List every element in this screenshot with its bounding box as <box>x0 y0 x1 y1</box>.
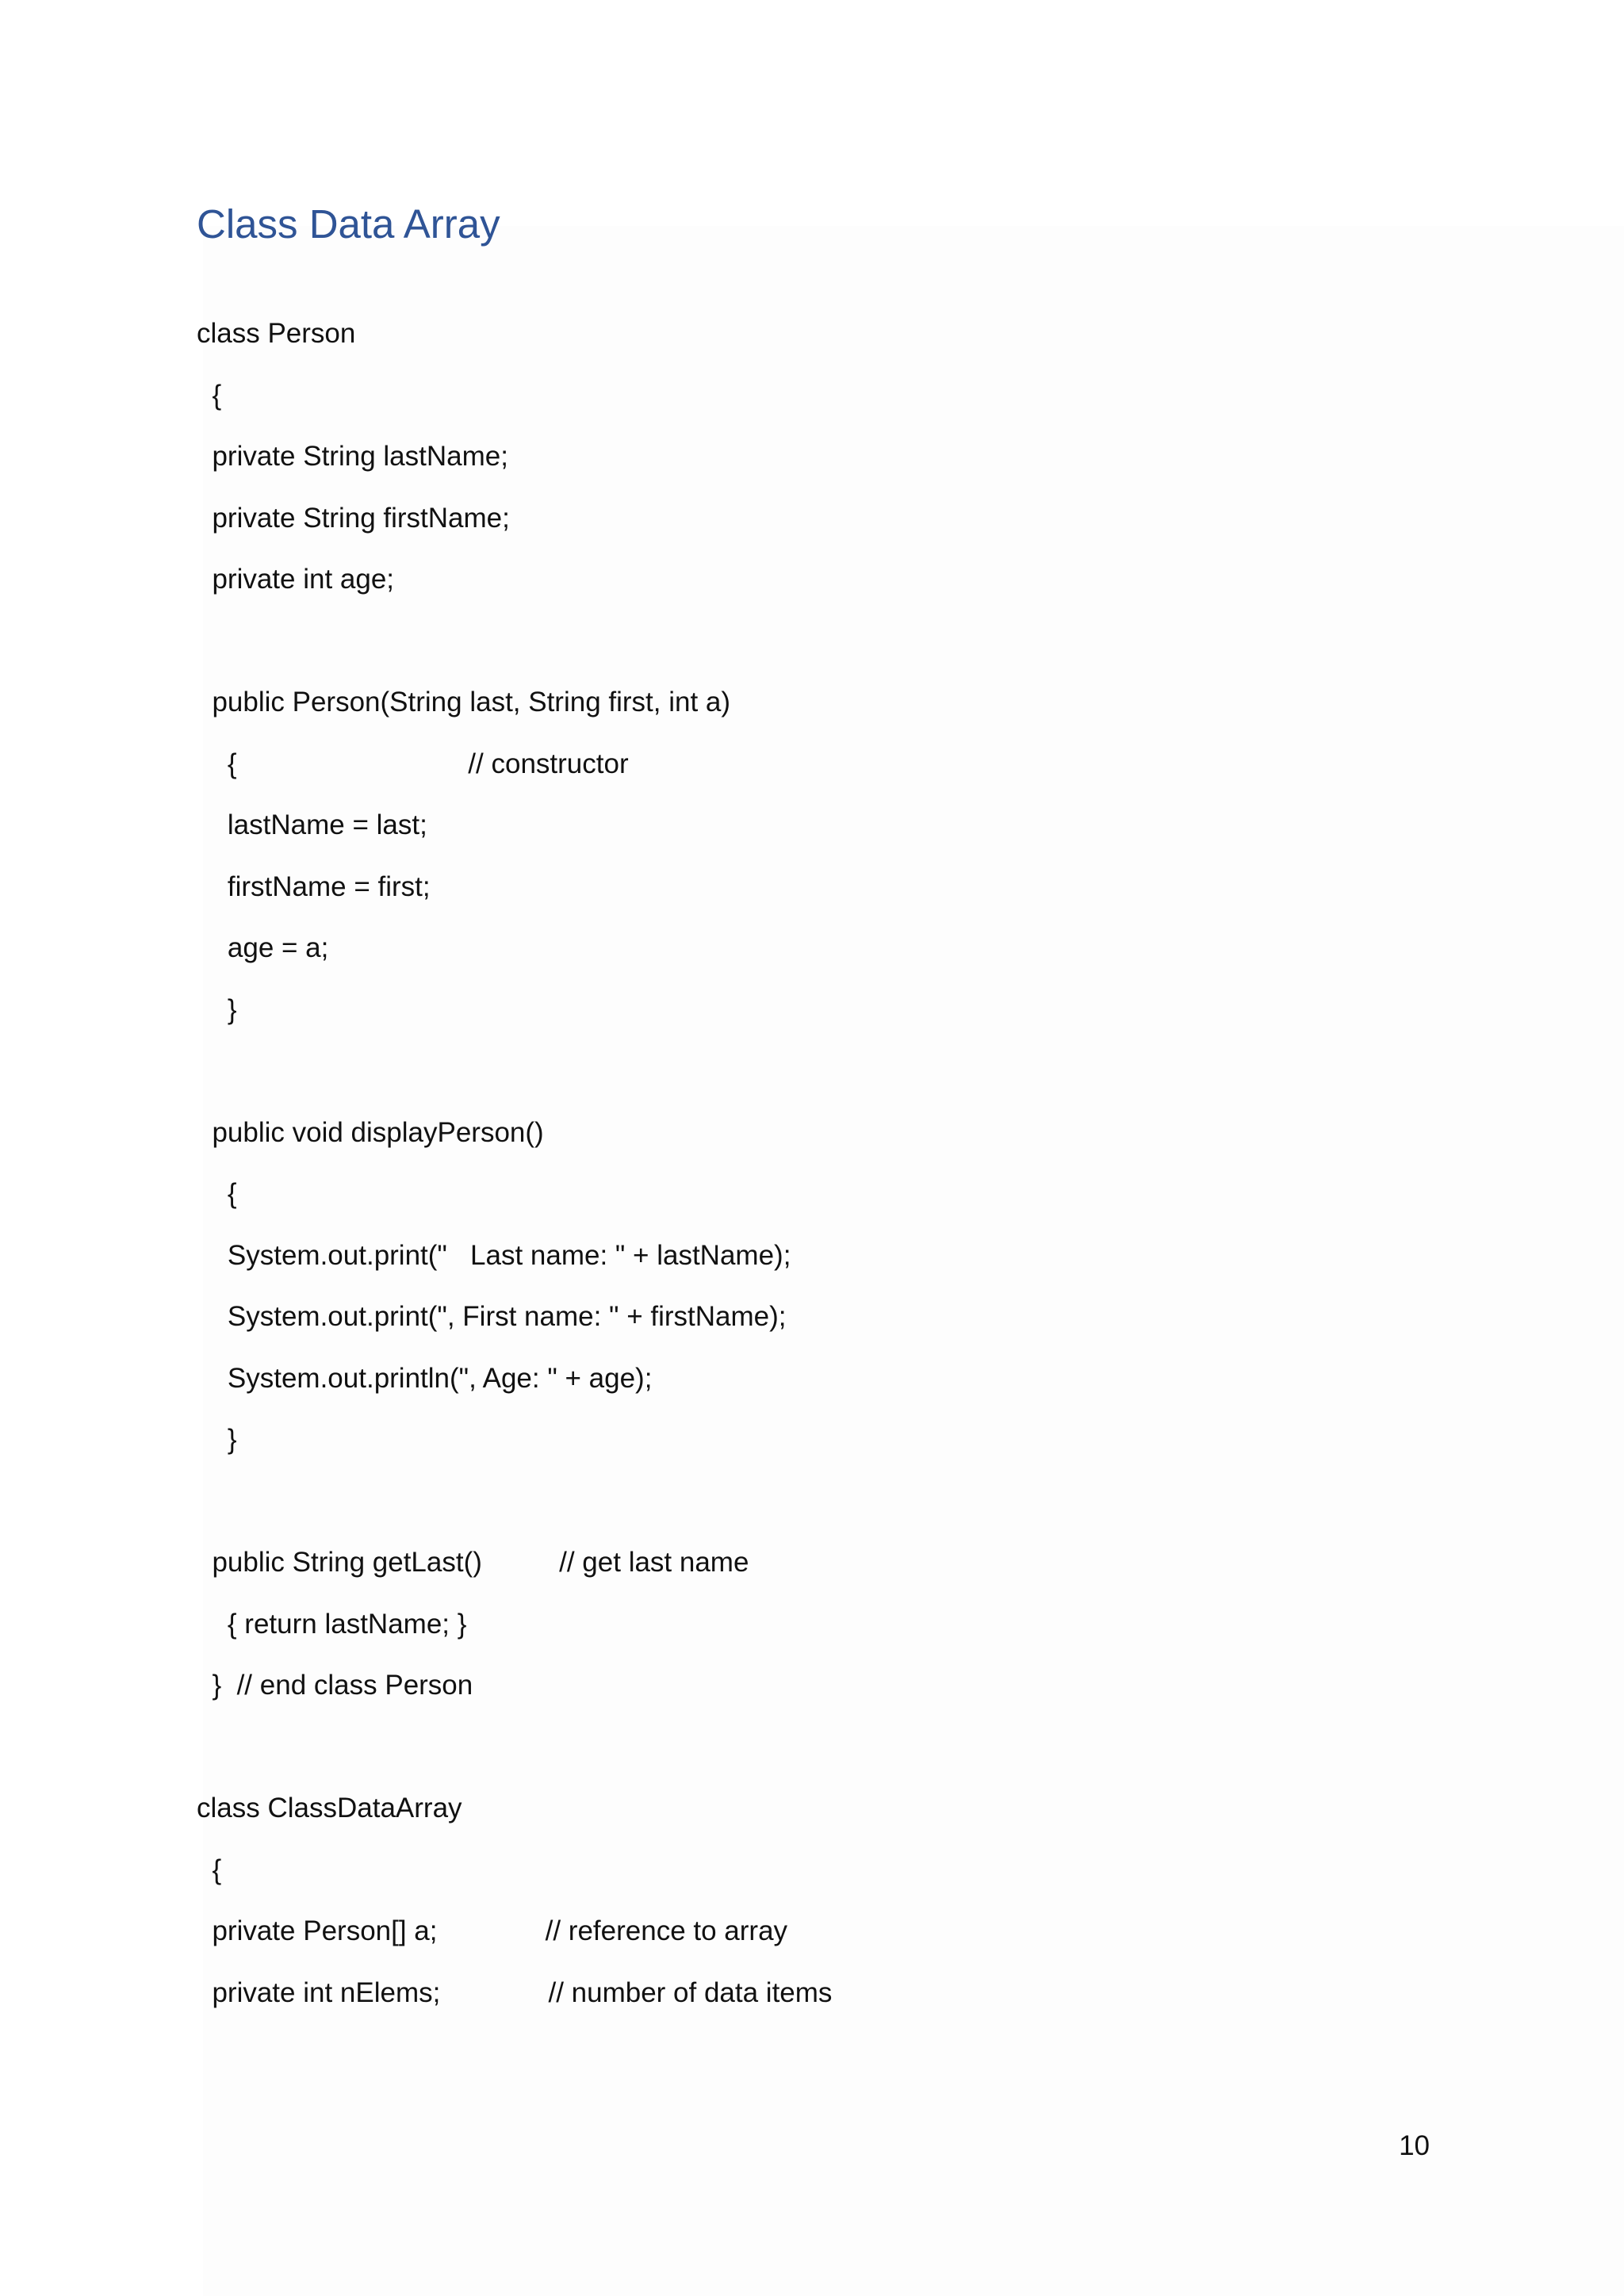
code-line: System.out.print(", First name: " + firstName); <box>197 1301 787 1332</box>
page-number: 10 <box>1399 2130 1430 2161</box>
code-line: } <box>197 1424 237 1455</box>
code-line: private String firstName; <box>197 502 510 534</box>
code-line <box>197 1047 832 1109</box>
code-line: System.out.print(" Last name: " + lastName); <box>197 1239 791 1271</box>
code-line: } <box>197 993 237 1025</box>
code-line: public String getLast() // get last name <box>197 1547 749 1578</box>
code-line: lastName = last; <box>197 809 427 840</box>
code-line: class Person <box>197 318 356 349</box>
code-line: private Person[] a; // reference to array <box>197 1915 788 1946</box>
code-line: { <box>197 1854 222 1885</box>
code-line <box>197 618 832 679</box>
code-line: } // end class Person <box>197 1670 473 1701</box>
code-line: { <box>197 379 222 411</box>
code-line <box>197 1478 832 1540</box>
code-line: private int age; <box>197 564 395 595</box>
code-line: System.out.println(", Age: " + age); <box>197 1362 653 1394</box>
code-line: public Person(String last, String first, int a) <box>197 687 731 718</box>
code-line: private int nElems; // number of data items <box>197 1976 833 2008</box>
code-block <box>197 310 832 2030</box>
code-line <box>197 1724 832 1785</box>
code-line: public void displayPerson() <box>197 1116 544 1148</box>
code-line: firstName = first; <box>197 871 431 902</box>
code-line: { // constructor <box>197 748 629 779</box>
code-line: private String lastName; <box>197 441 508 472</box>
code-line: { <box>197 1178 237 1209</box>
code-line: { return lastName; } <box>197 1608 467 1640</box>
code-line: class ClassDataArray <box>197 1793 462 1823</box>
code-line: age = a; <box>197 932 329 963</box>
page-title: Class Data Array <box>197 201 500 247</box>
